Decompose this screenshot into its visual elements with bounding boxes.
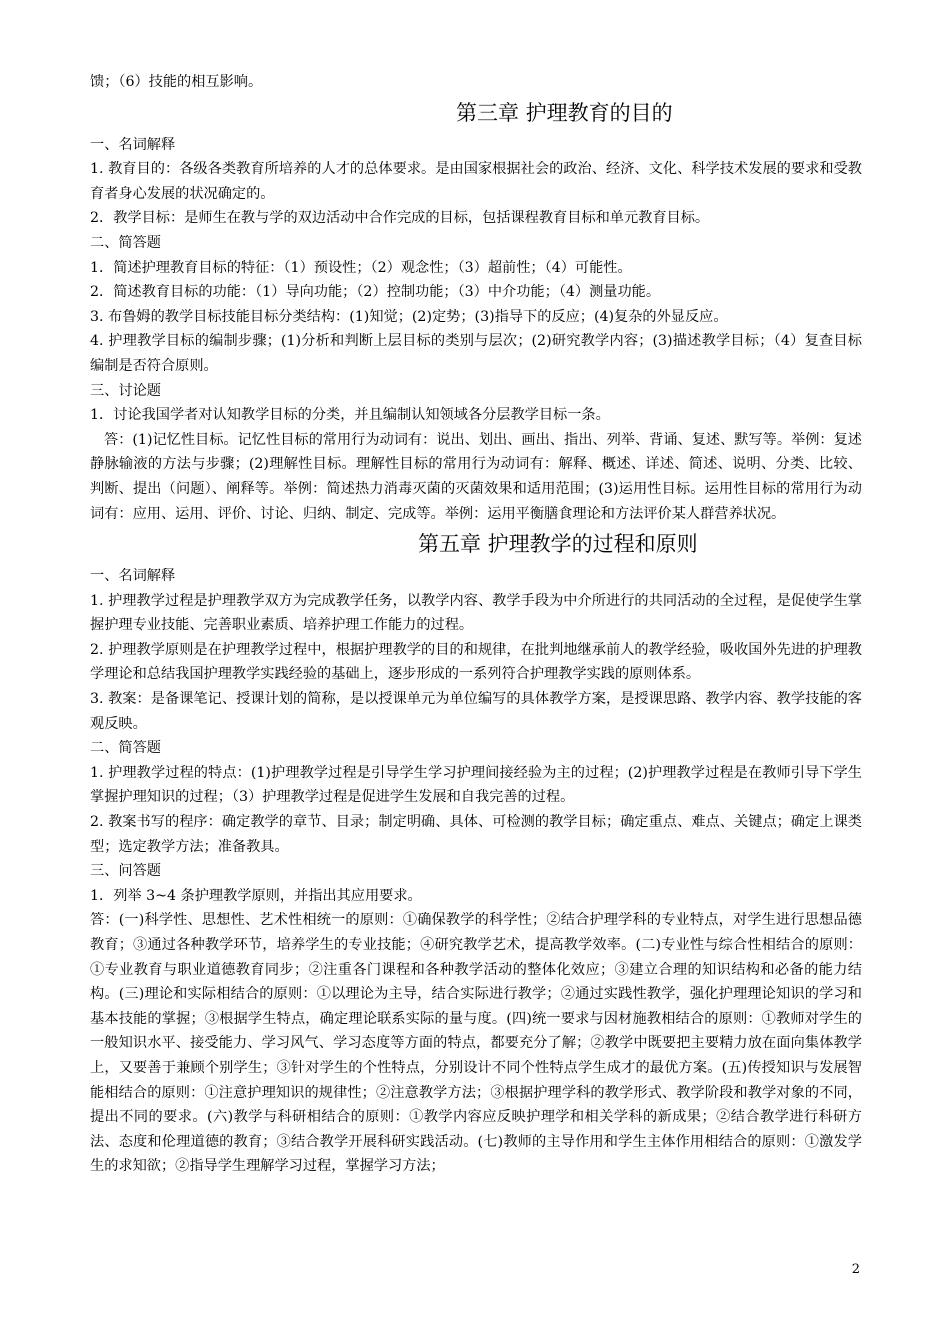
ch3-short-answer-3: 3. 布鲁姆的教学目标技能目标分类结构：(1)知觉；(2)定势；(3)指导下的反应；(4)复杂的外显反应。 [90,308,728,325]
ch5-question-1: 1．列举 3~4 条护理教学原则，并指出其应用要求。 [90,887,422,904]
ch5-section-3-heading: 三、问答题 [90,863,161,880]
ch3-short-answer-1: 1．简述护理教育目标的特征：（1）预设性；（2）观念性；（3）超前性；（4）可能性。 [90,259,632,276]
ch3-short-answer-4: 4. 护理教学目标的编制步骤；(1)分析和判断上层目标的类别与层次；(2)研究教学内容；(3)描述教学目标；（4）复查目标编制是否符合原则。 [90,333,862,374]
chapter-3-title: 第三章 护理教育的目的 [456,100,673,125]
ch5-short-answer-1: 1. 护理教学过程的特点：(1)护理教学过程是引导学生学习护理间接经验为主的过程；(2)护理教学过程是在教师引导下学生掌握护理知识的过程；（3）护理教学过程是促进学生发展和自我完善的过程。 [90,764,862,806]
ch3-discussion-answer: 答：(1)记忆性目标。记忆性目标的常用行为动词有：说出、划出、画出、指出、列举、背诵、复述、默写等。举例：复述静脉输液的方法与步骤；(2)理解性目标。理解性目标的常用行为动词有：解释、概述、详述、简述、说明、分类、比较、判断、提出（问题）、阐释等。举例：简述热力消毒灭菌的灭菌效果和适用范围；(3)运用性目标。运用性目标的常用行为动词有：应用、运用、评价、讨论、归纳、制定、完成等。举例：运用平衡膳食理论和方法评价某人群营养状况。 [90,431,862,522]
ch5-section-1-heading: 一、名词解释 [90,568,176,585]
ch3-section-1-heading: 一、名词解释 [90,136,176,153]
ch5-definition-3: 3. 教案：是备课笔记、授课计划的简称，是以授课单元为单位编写的具体教学方案，是授课思路、教学内容、教学技能的客观反映。 [90,691,862,732]
ch5-definition-2: 2. 护理教学原则是在护理教学过程中，根据护理教学的目的和规律，在批判地继承前人的教学经验，吸收国外先进的护理教学理论和总结我国护理教学实践经验的基础上，逐步形成的一系列符合护理教学实践的原则体系。 [90,641,862,683]
ch3-definition-1: 1. 教育目的：各级各类教育所培养的人才的总体要求。是由国家根据社会的政治、经济、文化、科学技术发展的要求和受教育者身心发展的状况确定的。 [90,161,862,202]
page-number: 2 [851,1262,860,1277]
ch3-section-3-heading: 三、讨论题 [90,382,161,399]
ch3-discussion-question: 1．讨论我国学者对认知教学目标的分类，并且编制认知领域各分层教学目标一条。 [90,407,610,424]
ch5-definition-1: 1. 护理教学过程是护理教学双方为完成教学任务，以教学内容、教学手段为中介所进行的共同活动的全过程，是促使学生掌握护理专业技能、完善职业素质、培养护理工作能力的过程。 [90,592,862,634]
ch5-section-2-heading: 二、简答题 [90,740,161,757]
ch5-question-answer: 答：(一)科学性、思想性、艺术性相统一的原则：①确保教学的科学性；②结合护理学科的专业特点，对学生进行思想品德教育；③通过各种教学环节，培养学生的专业技能；④研究教学艺术，提高教学效率。(二)专业性与综合性相结合的原则：①专业教育与职业道德教育同步；②注重各门课程和各种教学活动的整体化效应；③建立合理的知识结构和必备的能力结构。(三)理论和实际相结合的原则：①以理论为主导，结合实际进行教学；②通过实践性教学，强化护理理论知识的学习和基本技能的掌握；③根据学生特点，确定理论联系实际的量与度。(四)统一要求与因材施教相结合的原则：①教师对学生的一般知识水平、接受能力、学习风气、学习态度等方面的特点，都要充分了解；②教学中既要把主要精力放在面向集体教学上，又要善于兼顾个别学生；③针对学生的个性特点，分别设计不同个性特点学生成才的最优方案。(五)传授知识与发展智能相结合的原则：①注意护理知识的规律性；②注意教学方法；③根据护理学科的教学形式、教学阶段和教学对象的不同，提出不同的要求。(六)教学与科研相结合的原则：①教学内容应反映护理学和相关学科的新成果；②结合教学进行科研方法、态度和伦理道德的教育；③结合教学开展科研实践活动。(七)教师的主导作用和学生主体作用相结合的原则：①激发学生的求知欲；②指导学生理解学习过程，掌握学习方法； [90,912,862,1175]
chapter-5-title: 第五章 护理教学的过程和原则 [418,532,698,557]
ch5-short-answer-2: 2. 教案书写的程序：确定教学的章节、目录；制定明确、具体、可检测的教学目标；确定重点、难点、关键点；确定上课类型；选定教学方法；准备教具。 [90,814,862,855]
ch3-definition-2: 2．教学目标：是师生在教与学的双边活动中合作完成的目标，包括课程教育目标和单元教育目标。 [90,210,710,227]
ch3-short-answer-2: 2．简述教育目标的功能：（1）导向功能；（2）控制功能；（3）中介功能；（4）测量功能。 [90,284,661,301]
ch3-section-2-heading: 二、简答题 [90,234,161,251]
continuation-text: 馈；（6）技能的相互影响。 [90,74,263,90]
